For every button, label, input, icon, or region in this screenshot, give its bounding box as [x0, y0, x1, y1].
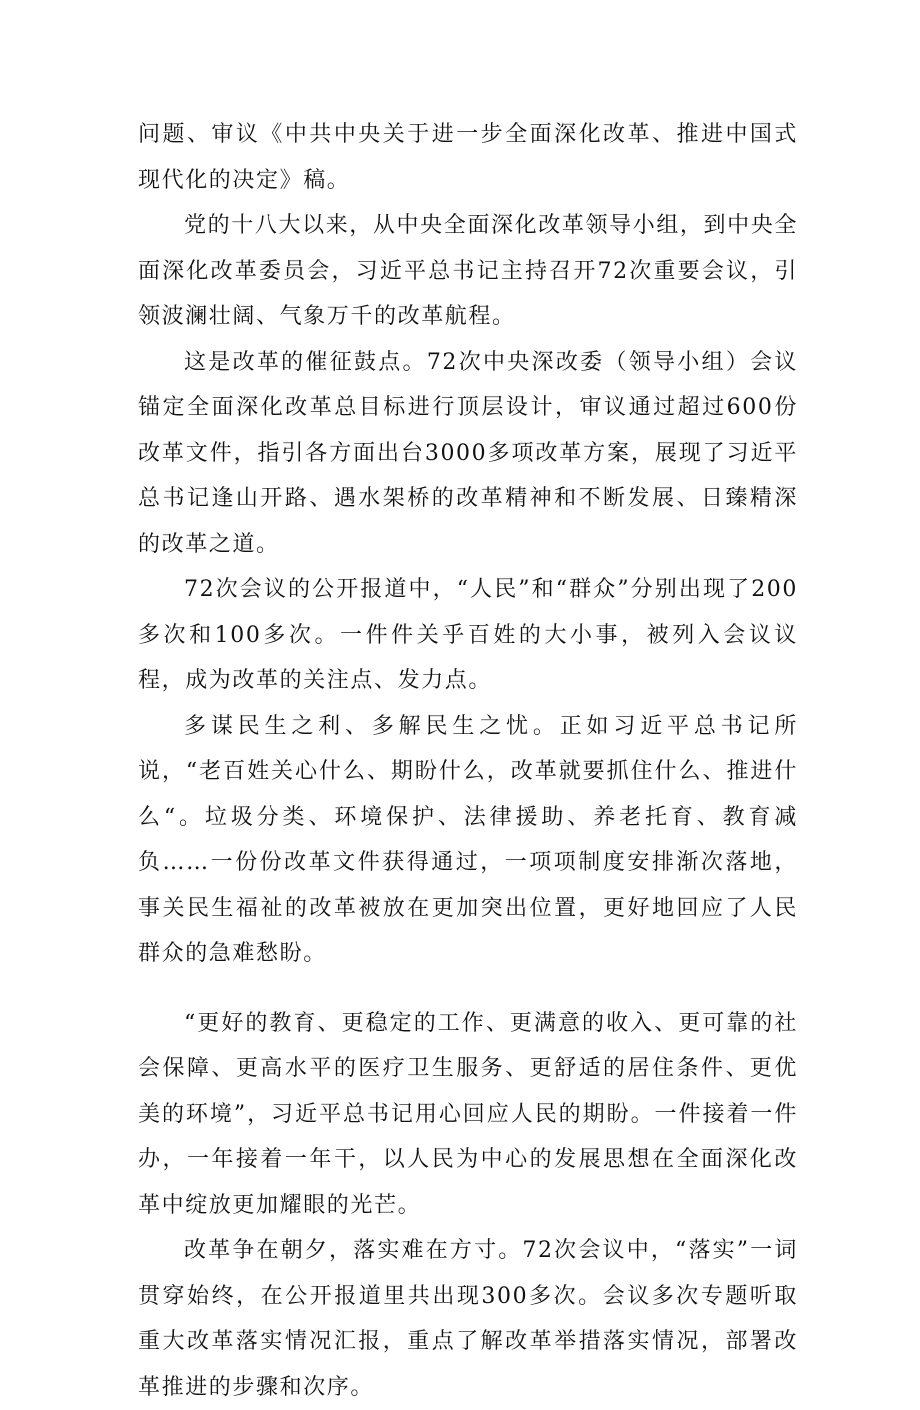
paragraph-expectations: “更好的教育、更稳定的工作、更满意的收入、更可靠的社会保障、更高水平的医疗卫生服务、更舒适的居住条件、更优美的环境”，习近平总书记用心回应人民的期盼。一件接着一件办，一年接着一年干，以人民为中心的发展思想在全面深化改革中绽放更加耀眼的光芒。: [138, 1010, 798, 1218]
paragraph-reform-history: 党的十八大以来，从中央全面深化改革领导小组，到中央全面深化改革委员会，习近平总书记主持召开72次重要会议，引领波澜壮阔、气象万千的改革航程。: [138, 213, 798, 329]
paragraph-people-focus: 72次会议的公开报道中，“人民”和“群众”分别出现了200多次和100多次。一件件关乎百姓的大小事，被列入会议议程，成为改革的关注点、发力点。: [138, 577, 798, 693]
paragraph-livelihood: 多谋民生之利、多解民生之忧。正如习近平总书记所说，“老百姓关心什么、期盼什么，改革就要抓住什么、推进什么“。垃圾分类、环境保护、法律援助、养老托育、教育减负……一份份改革文件获得通过，一项项制度安排渐次落地，事关民生福祉的改革被放在更加突出位置，更好地回应了人民群众的急难愁盼。: [138, 713, 798, 966]
paragraph-continuation: 问题、审议《中共中央关于进一步全面深化改革、推进中国式现代化的决定》稿。: [138, 122, 798, 193]
paragraph-reform-drumbeat: 这是改革的催征鼓点。72次中央深改委（领导小组）会议锚定全面深化改革总目标进行顶层设计，审议通过超过600份改革文件，指引各方面出台3000多项改革方案，展现了习近平总书记逢山开路、遇水架桥的改革精神和不断发展、日臻精深的改革之道。: [138, 349, 798, 557]
document-body: [138, 112, 798, 1410]
paragraph-implementation: 改革争在朝夕，落实难在方寸。72次会议中，“落实”一词贯穿始终，在公开报道里共出现300多次。会议多次专题听取重大改革落实情况汇报，重点了解改革举措落实情况，部署改革推进的步骤和次序。: [138, 1238, 798, 1400]
